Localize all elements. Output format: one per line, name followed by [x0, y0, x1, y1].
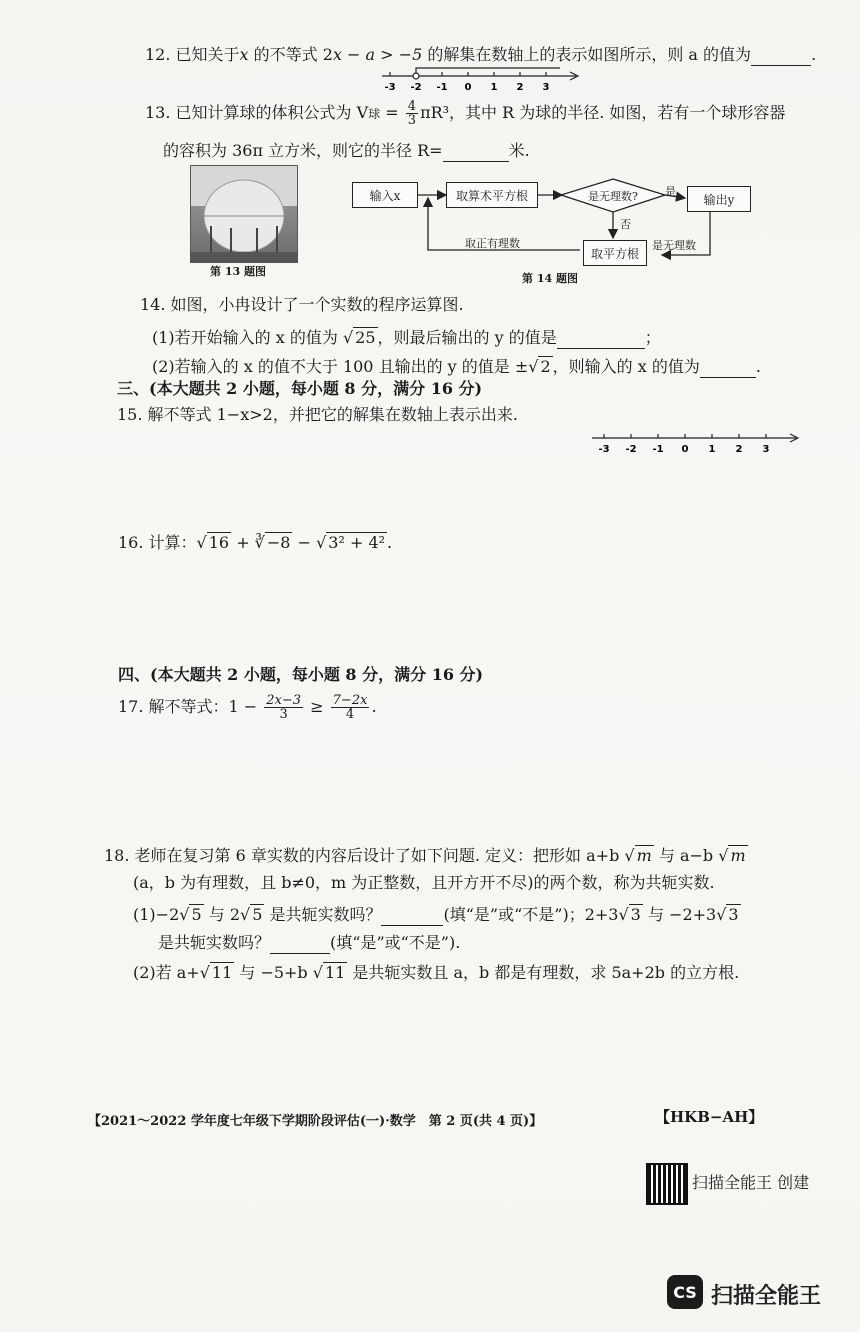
section-4-heading: 四、(本大题共 2 小题，每小题 8 分，满分 16 分)	[118, 665, 484, 684]
q15-text: 15. 解不等式 1−x>2，并把它的解集在数轴上表示出来.	[117, 405, 518, 424]
q17-fraction-left: $\frac{2x-3}{3}$	[266, 693, 302, 722]
camscanner-logo-icon: CS	[667, 1275, 703, 1309]
q18-part1-blank-b[interactable]	[270, 935, 330, 954]
tick-label: 0	[464, 82, 472, 93]
tick-label: 1	[490, 82, 498, 93]
q13-answer-blank[interactable]	[443, 143, 509, 162]
tick-label: -2	[625, 444, 637, 455]
q13-fraction: $\frac{4}{3}$	[407, 99, 417, 128]
q18-part1-line2: 是共轭实数吗？ (填“是”或“不是”).	[158, 933, 461, 952]
flow-sqrt-box: 取平方根	[583, 240, 647, 266]
q14-part2: (2)若输入的 x 的值不大于 100 且输出的 y 的值是 ±√ 2 ，则输入的 x 的值为 .	[152, 357, 761, 376]
q18-line2: (a，b 为有理数，且 b≠0，m 为正整数，且开方开不尽)的两个数，称为共轭实数.	[133, 873, 715, 892]
tick-label: 0	[681, 444, 689, 455]
flow-decision-label: 是无理数?	[588, 190, 638, 203]
tick-label: 2	[516, 82, 524, 93]
tick-label: -3	[598, 444, 610, 455]
scanner-watermark-text: 扫描全能王 创建	[692, 1173, 810, 1192]
tick-label: -1	[652, 444, 664, 455]
flow-rational-label: 取正有理数	[465, 237, 520, 250]
flow-arith-sqrt-box: 取算术平方根	[446, 182, 538, 208]
q14-part1-blank[interactable]	[557, 330, 645, 349]
section-3-heading: 三、(本大题共 2 小题，每小题 8 分，满分 16 分)	[117, 379, 483, 398]
q15-number-line	[590, 428, 800, 460]
tick-label: 2	[735, 444, 743, 455]
q12-number-line	[380, 66, 580, 96]
qr-code-icon	[646, 1163, 688, 1205]
tick-label: -3	[384, 82, 396, 93]
q13-line1: 13. 已知计算球的体积公式为 V球 = $\frac{4}{3}$ πR³，其中 R 为球的半径. 如图，若有一个球形容器	[145, 99, 786, 128]
q18-line1: 18. 老师在复习第 6 章实数的内容后设计了如下问题. 定义：把形如 a+b √ m 与 a−b √ m	[104, 846, 746, 865]
spherical-tank-photo	[190, 165, 298, 263]
flow-output-box: 输出y	[687, 186, 751, 212]
q17-text: 17. 解不等式：1 − $\frac{2x-3}{3}$ ≥ $\frac{7-2x}{4}$ .	[118, 693, 377, 722]
solution-ray	[416, 68, 560, 73]
page-footer-code: 【HKB−AH】	[655, 1108, 764, 1126]
q17-fraction-right: $\frac{7-2x}{4}$	[332, 693, 368, 722]
q16-text: 16. 计算：√ 16 + ∛ −8 − √ 3² + 4² .	[118, 533, 393, 552]
q14-part1: (1)若开始输入的 x 的值为 √ 25 ，则最后输出的 y 的值是 ；	[152, 328, 661, 347]
tank-illustration	[191, 166, 297, 262]
flow-yes-label: 是	[665, 185, 676, 198]
tick-label: -1	[436, 82, 448, 93]
q14-intro: 14. 如图，小冉设计了一个实数的程序运算图.	[140, 295, 464, 314]
tick-label: 3	[542, 82, 550, 93]
q18-part1-blank-a[interactable]	[381, 907, 443, 926]
tick-label: -2	[410, 82, 422, 93]
q18-part1-line1: (1)−2√ 5 与 2√ 5 是共轭实数吗？ (填“是”或“不是”)；2+3√ 3 与 −2+3√ 3	[133, 905, 739, 924]
q13-caption: 第 13 题图	[210, 265, 266, 278]
page-footer-info: 【2021～2022 学年度七年级下学期阶段评估(一)·数学 第 2 页(共 4 页)】	[88, 1114, 543, 1129]
q12-answer-blank[interactable]	[751, 47, 811, 66]
q14-part2-blank[interactable]	[700, 359, 756, 378]
q18-part2: (2)若 a+√ 11 与 −5+b √ 11 是共轭实数且 a，b 都是有理数，求 5a+2b 的立方根.	[133, 963, 740, 982]
tick-label: 1	[708, 444, 716, 455]
q12-text: 12. 已知关于x 的不等式 2x − a > −5 的解集在数轴上的表示如图所示，则 a 的值为 .	[145, 45, 817, 64]
flow-irrational-label: 是无理数	[652, 239, 696, 252]
scanner-brand-text: 扫描全能王	[711, 1284, 822, 1309]
open-circle	[413, 73, 419, 79]
tick-label: 3	[762, 444, 770, 455]
q14-caption: 第 14 题图	[522, 272, 578, 285]
q13-line2: 的容积为 36π 立方米，则它的半径 R= 米.	[163, 141, 530, 160]
flow-no-label: 否	[620, 218, 631, 231]
flow-input-box: 输入x	[352, 182, 418, 208]
